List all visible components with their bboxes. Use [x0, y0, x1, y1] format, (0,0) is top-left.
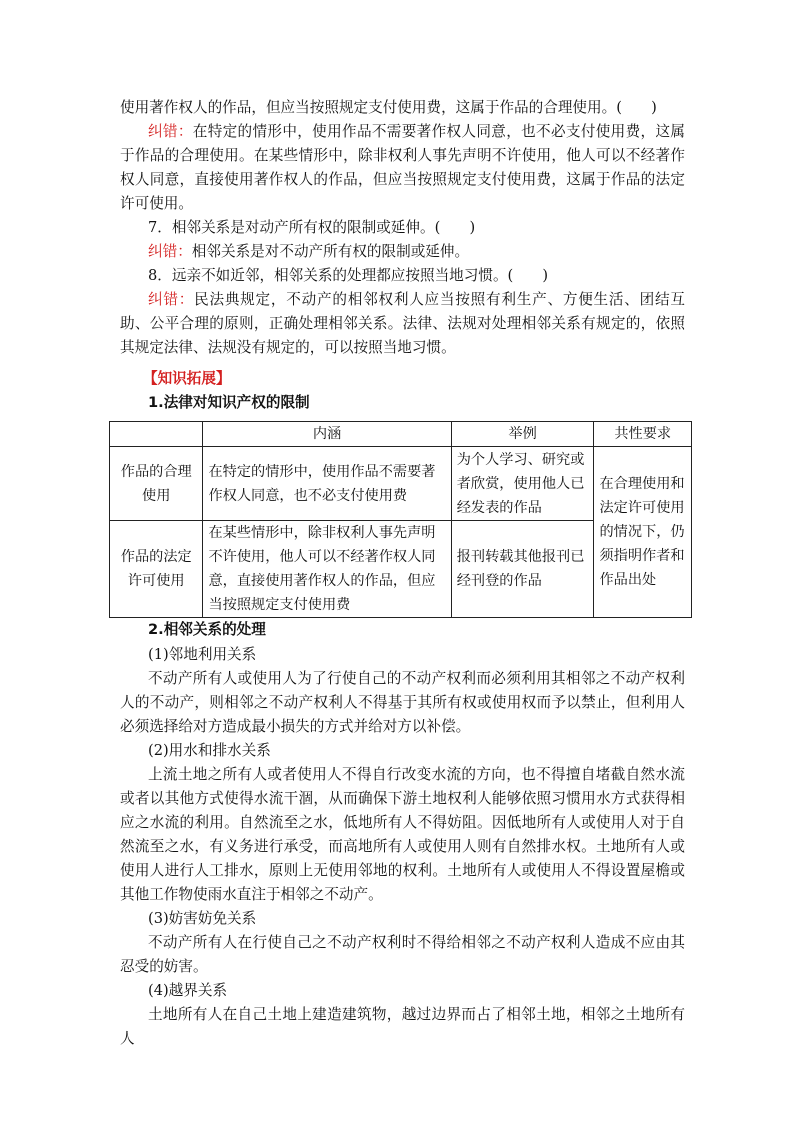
- table-header: [110, 422, 203, 447]
- heading-2: 2.相邻关系的处理: [148, 621, 266, 638]
- subsection-1-title: (1)邻地利用关系: [148, 646, 257, 663]
- table-header: 共性要求: [594, 422, 692, 447]
- table-cell-example: 报刊转载其他报刊已经刊登的作品: [451, 521, 594, 618]
- correction-6: [120, 120, 685, 216]
- table-cell-common: 在合理使用和法定许可使用的情况下，仍须指明作者和作品出处: [594, 447, 692, 618]
- subsection-3-text: 不动产所有人在行使自己之不动产权利时不得给相邻之不动产权利人造成不应由其忍受的妨害。: [120, 934, 685, 975]
- ip-limits-table: [109, 421, 692, 618]
- table-header: 内涵: [203, 422, 451, 447]
- correction-label: 纠错：: [148, 291, 195, 308]
- subsection-1-text: 不动产所有人或使用人为了行使自己的不动产权利而必须利用其相邻之不动产权利人的不动产，则相邻之不动产权利人不得基于其所有权或使用权而予以禁止，但利用人必须选择给对方造成最小损失的方式并给对方以补偿。: [120, 670, 685, 735]
- subsection-4-text: 土地所有人在自己土地上建造建筑物，越过边界而占了相邻土地，相邻之土地所有人: [120, 1006, 685, 1047]
- table-cell-meaning: 在特定的情形中，使用作品不需要著作权人同意，也不必支付使用费: [203, 447, 451, 521]
- subsection-2-text: 上流土地之所有人或者使用人不得自行改变水流的方向，也不得擅自堵截自然水流或者以其他方式使得水流干涸，从而确保下游土地权利人能够依照习惯用水方式获得相应之水流的利用。自然流至之水，低地所有人不得妨阻。因低地所有人或使用人对于自然流至之水，有义务进行承受，而高地所有人或使用人则有自然排水权。土地所有人或使用人进行人工排水，原则上无使用邻地的权利。土地所有人或使用人不得设置屋檐或其他工作物使雨水直注于相邻之不动产。: [120, 766, 685, 903]
- table-cell-meaning: 在某些情形中，除非权利人事先声明不许使用，他人可以不经著作权人同意，直接使用著作权人的作品，但应当按照规定支付使用费: [203, 521, 451, 618]
- subsection-3-title: (3)妨害妨免关系: [148, 910, 257, 927]
- section-title: [143, 367, 708, 391]
- correction-label: 纠错：: [148, 243, 192, 260]
- knowledge-extension-heading: 【知识拓展】: [143, 370, 231, 387]
- subsection-2-title: (2)用水和排水关系: [148, 742, 271, 759]
- heading-1: 1.法律对知识产权的限制: [148, 394, 310, 411]
- correction-text: 民法典规定，不动产的相邻权利人应当按照有利生产、方便生活、团结互助、公平合理的原则，正确处理相邻关系。法律、法规对处理相邻关系有规定的，依照其规定法律、法规没有规定的，可以按照当地习惯。: [120, 291, 685, 356]
- table-header-row: [110, 422, 692, 447]
- table-header: 举例: [451, 422, 594, 447]
- correction-7: [120, 240, 685, 264]
- table-row: [110, 447, 692, 521]
- question-8: 8．远亲不如近邻，相邻关系的处理都应按照当地习惯。( ): [148, 267, 549, 284]
- subsection-4-title: (4)越界关系: [148, 982, 228, 999]
- correction-label: 纠错：: [148, 123, 193, 140]
- question-6-tail: 使用著作权人的作品，但应当按照规定支付使用费，这属于作品的合理使用。( ): [120, 99, 657, 116]
- table-cell-type: 作品的法定许可使用: [110, 521, 203, 618]
- correction-8: [120, 288, 685, 360]
- table-cell-example: 为个人学习、研究或者欣赏，使用他人已经发表的作品: [451, 447, 594, 521]
- question-7: 7．相邻关系是对动产所有权的限制或延伸。( ): [148, 219, 476, 236]
- correction-text: 在特定的情形中，使用作品不需要著作权人同意，也不必支付使用费，这属于作品的合理使用。在某些情形中，除非权利人事先声明不许使用，他人可以不经著作权人同意，直接使用著作权人的作品，但应当按照规定支付使用费，这属于作品的法定许可使用。: [120, 123, 685, 212]
- correction-text: 相邻关系是对不动产所有权的限制或延伸。: [191, 243, 470, 260]
- table-cell-type: 作品的合理使用: [110, 447, 203, 521]
